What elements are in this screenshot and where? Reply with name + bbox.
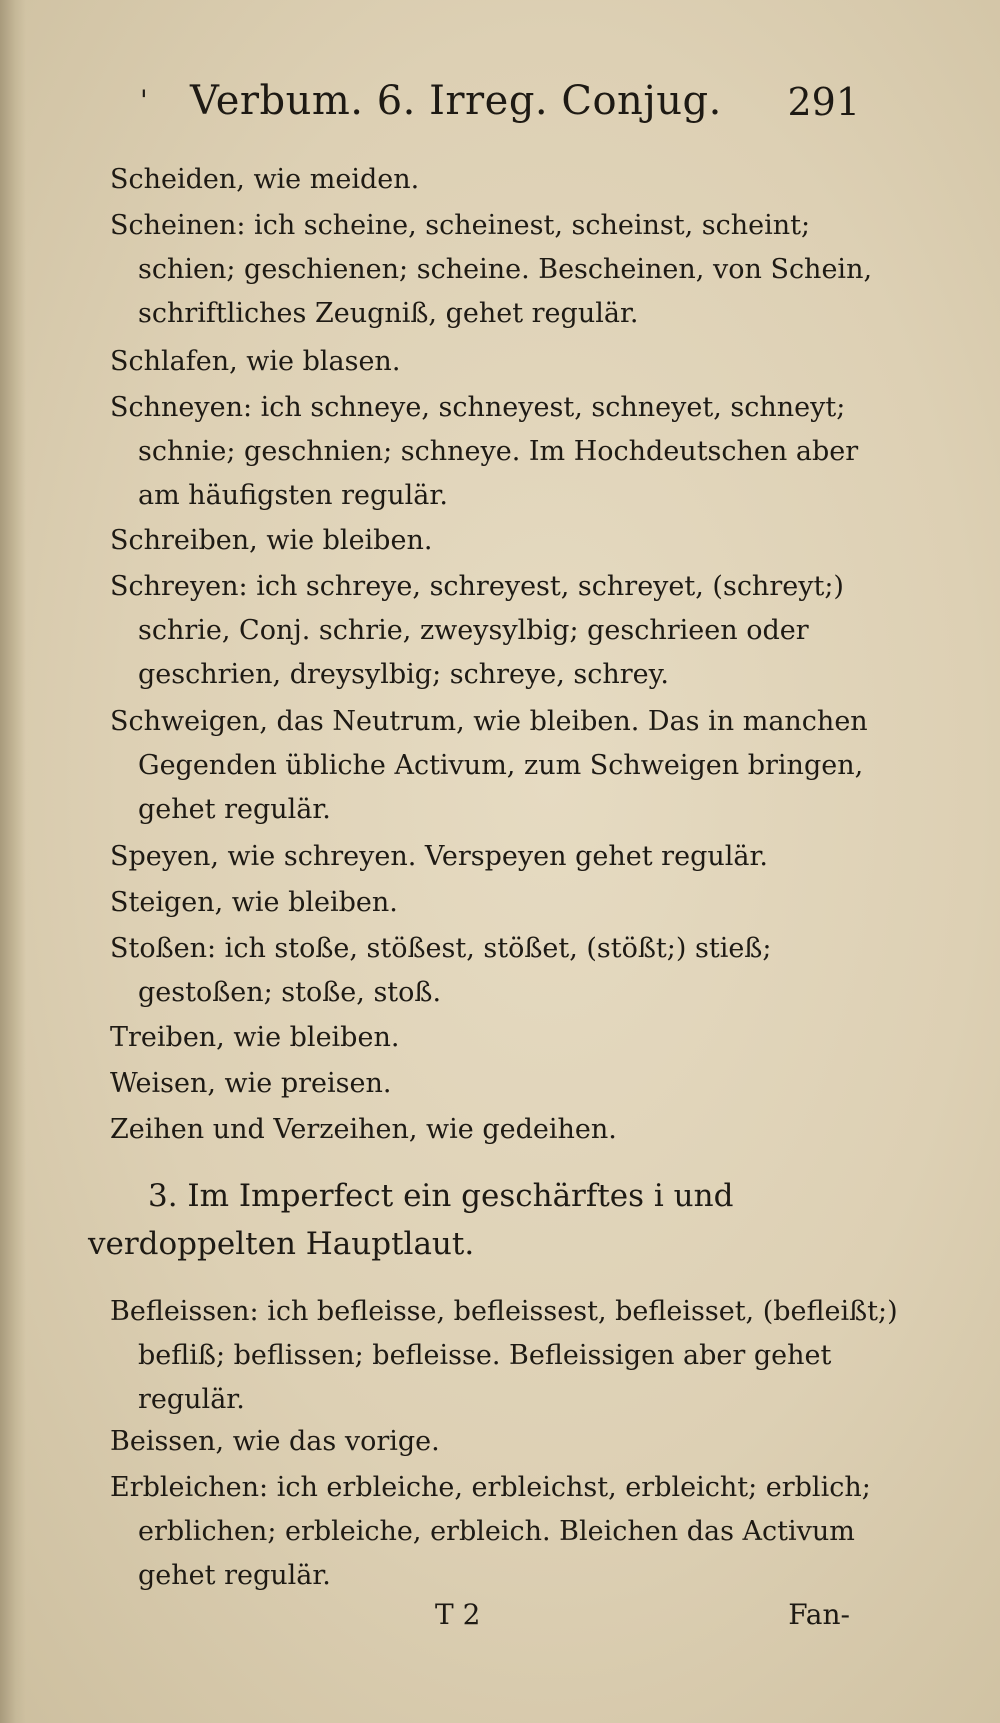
entry-schneyen: Schneyen: ich schneye, schneyest, schneyet, schneyt; schnie; geschnien; schneye. Im Hochdeutschen aber am häufigsten regulär. bbox=[110, 392, 859, 511]
entry-schweigen: Schweigen, das Neutrum, wie bleiben. Das in manchen Gegenden übliche Activum, zum Schweigen bringen, gehet regulär. bbox=[110, 706, 868, 825]
entry-scheinen: Scheinen: ich scheine, scheinest, scheinst, scheint; schien; geschienen; scheine. Bescheinen, von Schein, schriftliches Zeugniß, gehet regulär. bbox=[110, 210, 873, 329]
section-heading: 3. Im Imperfect ein geschärftes i und verdoppelten Hauptlaut. bbox=[88, 1178, 734, 1262]
entry-steigen: Steigen, wie bleiben. bbox=[110, 887, 398, 918]
page-edge-shadow bbox=[0, 0, 26, 1723]
entry-beissen: Beissen, wie das vorige. bbox=[110, 1426, 440, 1457]
running-title: Verbum. 6. Irreg. Conjug. bbox=[190, 78, 722, 124]
page-footer bbox=[120, 1598, 860, 1648]
entry-schreiben: Schreiben, wie bleiben. bbox=[110, 525, 433, 556]
signature-mark: T 2 bbox=[435, 1598, 481, 1631]
entry-stossen: Stoßen: ich stoße, stößest, stößet, (stößt;) stieß; gestoßen; stoße, stoß. bbox=[110, 933, 772, 1008]
entry-erbleichen: Erbleichen: ich erbleiche, erbleichst, erbleicht; erblich; erblichen; erbleiche, erbleich. Bleichen das Activum gehet regulär. bbox=[110, 1472, 871, 1591]
entry-scheiden: Scheiden, wie meiden. bbox=[110, 164, 420, 195]
header-mark: ' bbox=[140, 84, 148, 117]
entry-speyen: Speyen, wie schreyen. Verspeyen gehet regulär. bbox=[110, 841, 768, 872]
entry-befleissen: Befleissen: ich befleisse, befleissest, befleisset, (befleißt;) befliß; beflissen; befleisse. Befleissigen aber gehet regulär. bbox=[110, 1296, 898, 1415]
entry-schlafen: Schlafen, wie blasen. bbox=[110, 346, 401, 377]
entry-zeihen: Zeihen und Verzeihen, wie gedeihen. bbox=[110, 1114, 617, 1145]
entry-schreyen: Schreyen: ich schreye, schreyest, schreyet, (schreyt;) schrie, Conj. schrie, zweysylbig; geschrieen oder geschrien, dreysylbig; schreye, schrey. bbox=[110, 571, 844, 690]
catchword: Fan- bbox=[788, 1598, 850, 1631]
page-header bbox=[140, 78, 860, 138]
page-number: 291 bbox=[787, 80, 860, 124]
entry-treiben: Treiben, wie bleiben. bbox=[110, 1022, 400, 1053]
entry-weisen: Weisen, wie preisen. bbox=[110, 1068, 392, 1099]
